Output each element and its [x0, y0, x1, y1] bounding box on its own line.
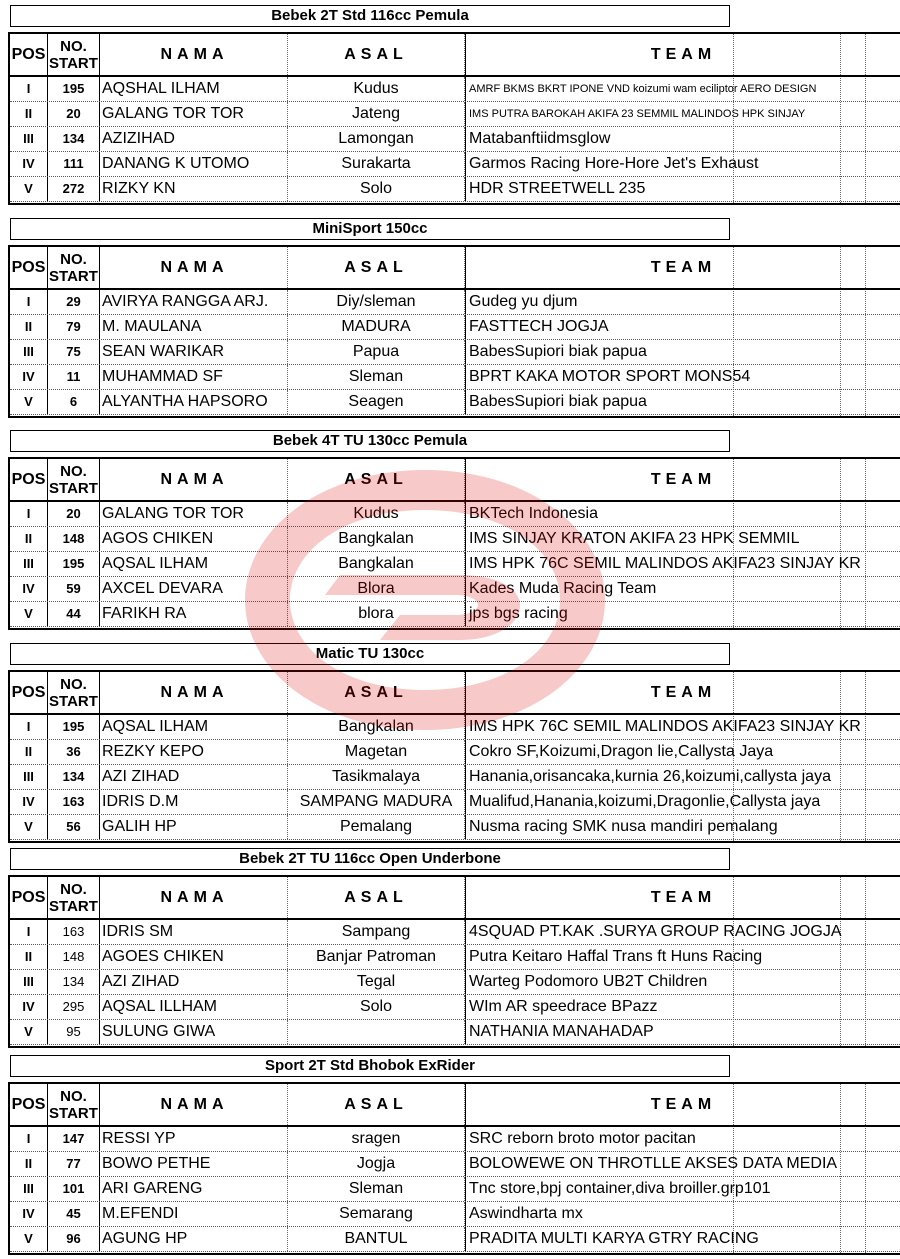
team-cell: SRC reborn broto motor pacitan — [465, 1127, 900, 1151]
team-cell: PRADITA MULTI KARYA GTRY RACING — [465, 1227, 900, 1251]
header-pos: POS — [10, 459, 48, 500]
team-cell: FASTTECH JOGJA — [465, 315, 900, 339]
start-number-cell: 20 — [48, 102, 100, 126]
position-cell: I — [10, 77, 48, 101]
rider-name-cell: AQSAL ILLHAM — [100, 995, 288, 1019]
results-table — [8, 670, 900, 843]
rider-name-cell: ARI GARENG — [100, 1177, 288, 1201]
header-nama: NAMA — [100, 247, 288, 288]
results-table — [8, 875, 900, 1048]
origin-cell: Semarang — [288, 1202, 465, 1226]
position-cell: I — [10, 920, 48, 944]
origin-cell: Papua — [288, 340, 465, 364]
rider-name-cell: REZKY KEPO — [100, 740, 288, 764]
origin-cell: SAMPANG MADURA — [288, 790, 465, 814]
start-number-cell: 134 — [48, 765, 100, 789]
rider-name-cell: AQSHAL ILHAM — [100, 77, 288, 101]
origin-cell: Magetan — [288, 740, 465, 764]
table-row — [10, 527, 900, 552]
team-cell: BabesSupiori biak papua — [465, 340, 900, 364]
start-number-cell: 272 — [48, 177, 100, 201]
start-number-cell: 95 — [48, 1020, 100, 1044]
header-pos: POS — [10, 672, 48, 713]
header-pos: POS — [10, 247, 48, 288]
team-cell: AMRF BKMS BKRT IPONE VND koizumi wam eciliptor AERO DESIGN — [465, 77, 900, 101]
start-number-cell: 75 — [48, 340, 100, 364]
team-cell: Kades Muda Racing Team — [465, 577, 900, 601]
position-cell: II — [10, 527, 48, 551]
position-cell: III — [10, 970, 48, 994]
origin-cell: BANTUL — [288, 1227, 465, 1251]
rider-name-cell: DANANG K UTOMO — [100, 152, 288, 176]
start-number-cell: 29 — [48, 290, 100, 314]
origin-cell: Sleman — [288, 365, 465, 389]
rider-name-cell: IDRIS D.M — [100, 790, 288, 814]
header-team: TEAM — [465, 34, 900, 75]
table-row — [10, 1127, 900, 1152]
rider-name-cell: BOWO PETHE — [100, 1152, 288, 1176]
start-number-cell: 163 — [48, 790, 100, 814]
rider-name-cell: AQSAL ILHAM — [100, 552, 288, 576]
table-row — [10, 1152, 900, 1177]
rider-name-cell: AGOES CHIKEN — [100, 945, 288, 969]
header-nama: NAMA — [100, 672, 288, 713]
header-team: TEAM — [465, 672, 900, 713]
table-header — [10, 1084, 900, 1127]
table-row — [10, 920, 900, 945]
header-pos: POS — [10, 1084, 48, 1125]
table-row — [10, 340, 900, 365]
team-cell: jps bgs racing — [465, 602, 900, 626]
rider-name-cell: RESSI YP — [100, 1127, 288, 1151]
table-row — [10, 740, 900, 765]
results-table — [8, 1082, 900, 1255]
position-cell: V — [10, 177, 48, 201]
origin-cell — [288, 1020, 465, 1044]
position-cell: I — [10, 290, 48, 314]
table-row — [10, 790, 900, 815]
table-row — [10, 102, 900, 127]
header-asal: ASAL — [288, 877, 465, 918]
table-row — [10, 502, 900, 527]
table-row — [10, 945, 900, 970]
table-row — [10, 995, 900, 1020]
team-cell: WIm AR speedrace BPazz — [465, 995, 900, 1019]
header-nama: NAMA — [100, 34, 288, 75]
team-cell: IMS PUTRA BAROKAH AKIFA 23 SEMMIL MALINDOS HPK SINJAY — [465, 102, 900, 126]
position-cell: III — [10, 552, 48, 576]
start-number-cell: 147 — [48, 1127, 100, 1151]
team-cell: Aswindharta mx — [465, 1202, 900, 1226]
table-header — [10, 34, 900, 77]
header-no-start: NO. START — [48, 247, 100, 288]
race-section — [0, 430, 900, 640]
origin-cell: Bangkalan — [288, 552, 465, 576]
header-nama: NAMA — [100, 877, 288, 918]
position-cell: I — [10, 1127, 48, 1151]
table-row — [10, 602, 900, 627]
header-asal: ASAL — [288, 247, 465, 288]
team-cell: Warteg Podomoro UB2T Children — [465, 970, 900, 994]
team-cell: BPRT KAKA MOTOR SPORT MONS54 — [465, 365, 900, 389]
position-cell: IV — [10, 1202, 48, 1226]
origin-cell: Diy/sleman — [288, 290, 465, 314]
header-asal: ASAL — [288, 672, 465, 713]
position-cell: I — [10, 502, 48, 526]
rider-name-cell: AVIRYA RANGGA ARJ. — [100, 290, 288, 314]
rider-name-cell: AZIZIHAD — [100, 127, 288, 151]
origin-cell: Kudus — [288, 77, 465, 101]
table-row — [10, 365, 900, 390]
team-cell: IMS HPK 76C SEMIL MALINDOS AKIFA23 SINJAY KR — [465, 715, 900, 739]
table-header — [10, 672, 900, 715]
table-row — [10, 715, 900, 740]
origin-cell: sragen — [288, 1127, 465, 1151]
start-number-cell: 295 — [48, 995, 100, 1019]
start-number-cell: 101 — [48, 1177, 100, 1201]
rider-name-cell: M. MAULANA — [100, 315, 288, 339]
rider-name-cell: SEAN WARIKAR — [100, 340, 288, 364]
start-number-cell: 36 — [48, 740, 100, 764]
rider-name-cell: AZI ZIHAD — [100, 970, 288, 994]
section-title: Sport 2T Std Bhobok ExRider — [10, 1055, 730, 1077]
start-number-cell: 195 — [48, 715, 100, 739]
team-cell: Nusma racing SMK nusa mandiri pemalang — [465, 815, 900, 839]
start-number-cell: 11 — [48, 365, 100, 389]
team-cell: IMS HPK 76C SEMIL MALINDOS AKIFA23 SINJAY KR — [465, 552, 900, 576]
rider-name-cell: AQSAL ILHAM — [100, 715, 288, 739]
section-title: Bebek 2T Std 116cc Pemula — [10, 5, 730, 27]
origin-cell: Banjar Patroman — [288, 945, 465, 969]
position-cell: V — [10, 1227, 48, 1251]
rider-name-cell: M.EFENDI — [100, 1202, 288, 1226]
position-cell: II — [10, 102, 48, 126]
rider-name-cell: MUHAMMAD SF — [100, 365, 288, 389]
position-cell: II — [10, 740, 48, 764]
team-cell: NATHANIA MANAHADAP — [465, 1020, 900, 1044]
start-number-cell: 56 — [48, 815, 100, 839]
origin-cell: Tegal — [288, 970, 465, 994]
position-cell: III — [10, 765, 48, 789]
position-cell: IV — [10, 365, 48, 389]
origin-cell: Lamongan — [288, 127, 465, 151]
origin-cell: Bangkalan — [288, 715, 465, 739]
table-header — [10, 459, 900, 502]
header-asal: ASAL — [288, 34, 465, 75]
header-no-start: NO. START — [48, 877, 100, 918]
section-title: Bebek 2T TU 116cc Open Underbone — [10, 848, 730, 870]
table-row — [10, 315, 900, 340]
position-cell: V — [10, 390, 48, 414]
rider-name-cell: IDRIS SM — [100, 920, 288, 944]
position-cell: III — [10, 1177, 48, 1201]
origin-cell: Pemalang — [288, 815, 465, 839]
position-cell: V — [10, 602, 48, 626]
position-cell: III — [10, 340, 48, 364]
race-section — [0, 1055, 900, 1255]
origin-cell: Kudus — [288, 502, 465, 526]
start-number-cell: 77 — [48, 1152, 100, 1176]
table-row — [10, 1202, 900, 1227]
section-title: Matic TU 130cc — [10, 643, 730, 665]
header-team: TEAM — [465, 1084, 900, 1125]
table-row — [10, 1020, 900, 1045]
origin-cell: Surakarta — [288, 152, 465, 176]
rider-name-cell: GALANG TOR TOR — [100, 502, 288, 526]
team-cell: Putra Keitaro Haffal Trans ft Huns Racing — [465, 945, 900, 969]
start-number-cell: 163 — [48, 920, 100, 944]
start-number-cell: 148 — [48, 945, 100, 969]
team-cell: IMS SINJAY KRATON AKIFA 23 HPK SEMMIL — [465, 527, 900, 551]
header-asal: ASAL — [288, 1084, 465, 1125]
position-cell: IV — [10, 152, 48, 176]
header-asal: ASAL — [288, 459, 465, 500]
rider-name-cell: AGUNG HP — [100, 1227, 288, 1251]
position-cell: IV — [10, 995, 48, 1019]
section-title: Bebek 4T TU 130cc Pemula — [10, 430, 730, 452]
start-number-cell: 20 — [48, 502, 100, 526]
position-cell: I — [10, 715, 48, 739]
origin-cell: Seagen — [288, 390, 465, 414]
header-nama: NAMA — [100, 1084, 288, 1125]
team-cell: BOLOWEWE ON THROTLLE AKSES DATA MEDIA — [465, 1152, 900, 1176]
team-cell: Mualifud,Hanania,koizumi,Dragonlie,Callysta jaya — [465, 790, 900, 814]
table-row — [10, 552, 900, 577]
rider-name-cell: GALANG TOR TOR — [100, 102, 288, 126]
header-no-start: NO. START — [48, 459, 100, 500]
position-cell: II — [10, 1152, 48, 1176]
table-row — [10, 1227, 900, 1252]
origin-cell: Tasikmalaya — [288, 765, 465, 789]
header-no-start: NO. START — [48, 34, 100, 75]
header-team: TEAM — [465, 877, 900, 918]
header-pos: POS — [10, 34, 48, 75]
origin-cell: Sampang — [288, 920, 465, 944]
position-cell: IV — [10, 577, 48, 601]
header-pos: POS — [10, 877, 48, 918]
header-no-start: NO. START — [48, 672, 100, 713]
header-nama: NAMA — [100, 459, 288, 500]
start-number-cell: 45 — [48, 1202, 100, 1226]
team-cell: Gudeg yu djum — [465, 290, 900, 314]
rider-name-cell: ALYANTHA HAPSORO — [100, 390, 288, 414]
table-row — [10, 152, 900, 177]
header-no-start: NO. START — [48, 1084, 100, 1125]
table-row — [10, 177, 900, 202]
team-cell: Garmos Racing Hore-Hore Jet's Exhaust — [465, 152, 900, 176]
table-row — [10, 390, 900, 415]
team-cell: Cokro SF,Koizumi,Dragon lie,Callysta Jaya — [465, 740, 900, 764]
origin-cell: MADURA — [288, 315, 465, 339]
start-number-cell: 44 — [48, 602, 100, 626]
origin-cell: blora — [288, 602, 465, 626]
origin-cell: Sleman — [288, 1177, 465, 1201]
position-cell: II — [10, 945, 48, 969]
table-row — [10, 290, 900, 315]
table-row — [10, 765, 900, 790]
start-number-cell: 111 — [48, 152, 100, 176]
position-cell: III — [10, 127, 48, 151]
team-cell: Matabanftiidmsglow — [465, 127, 900, 151]
table-header — [10, 247, 900, 290]
origin-cell: Jogja — [288, 1152, 465, 1176]
table-header — [10, 877, 900, 920]
rider-name-cell: AGOS CHIKEN — [100, 527, 288, 551]
rider-name-cell: AXCEL DEVARA — [100, 577, 288, 601]
origin-cell: Solo — [288, 177, 465, 201]
team-cell: Tnc store,bpj container,diva broiller.grp101 — [465, 1177, 900, 1201]
position-cell: V — [10, 815, 48, 839]
start-number-cell: 195 — [48, 552, 100, 576]
start-number-cell: 134 — [48, 127, 100, 151]
race-section — [0, 848, 900, 1058]
start-number-cell: 96 — [48, 1227, 100, 1251]
race-section — [0, 5, 900, 215]
start-number-cell: 148 — [48, 527, 100, 551]
table-row — [10, 577, 900, 602]
team-cell: HDR STREETWELL 235 — [465, 177, 900, 201]
rider-name-cell: RIZKY KN — [100, 177, 288, 201]
origin-cell: Bangkalan — [288, 527, 465, 551]
results-table — [8, 457, 900, 630]
rider-name-cell: GALIH HP — [100, 815, 288, 839]
table-row — [10, 1177, 900, 1202]
team-cell: BabesSupiori biak papua — [465, 390, 900, 414]
start-number-cell: 195 — [48, 77, 100, 101]
table-row — [10, 815, 900, 840]
table-row — [10, 127, 900, 152]
origin-cell: Jateng — [288, 102, 465, 126]
header-team: TEAM — [465, 459, 900, 500]
position-cell: IV — [10, 790, 48, 814]
table-row — [10, 970, 900, 995]
race-section — [0, 643, 900, 853]
position-cell: II — [10, 315, 48, 339]
rider-name-cell: SULUNG GIWA — [100, 1020, 288, 1044]
race-section — [0, 218, 900, 428]
start-number-cell: 59 — [48, 577, 100, 601]
rider-name-cell: AZI ZIHAD — [100, 765, 288, 789]
header-team: TEAM — [465, 247, 900, 288]
start-number-cell: 79 — [48, 315, 100, 339]
origin-cell: Solo — [288, 995, 465, 1019]
team-cell: BKTech Indonesia — [465, 502, 900, 526]
start-number-cell: 6 — [48, 390, 100, 414]
section-title: MiniSport 150cc — [10, 218, 730, 240]
rider-name-cell: FARIKH RA — [100, 602, 288, 626]
results-table — [8, 32, 900, 205]
team-cell: 4SQUAD PT.KAK .SURYA GROUP RACING JOGJA — [465, 920, 900, 944]
results-table — [8, 245, 900, 418]
position-cell: V — [10, 1020, 48, 1044]
start-number-cell: 134 — [48, 970, 100, 994]
table-row — [10, 77, 900, 102]
origin-cell: Blora — [288, 577, 465, 601]
team-cell: Hanania,orisancaka,kurnia 26,koizumi,callysta jaya — [465, 765, 900, 789]
